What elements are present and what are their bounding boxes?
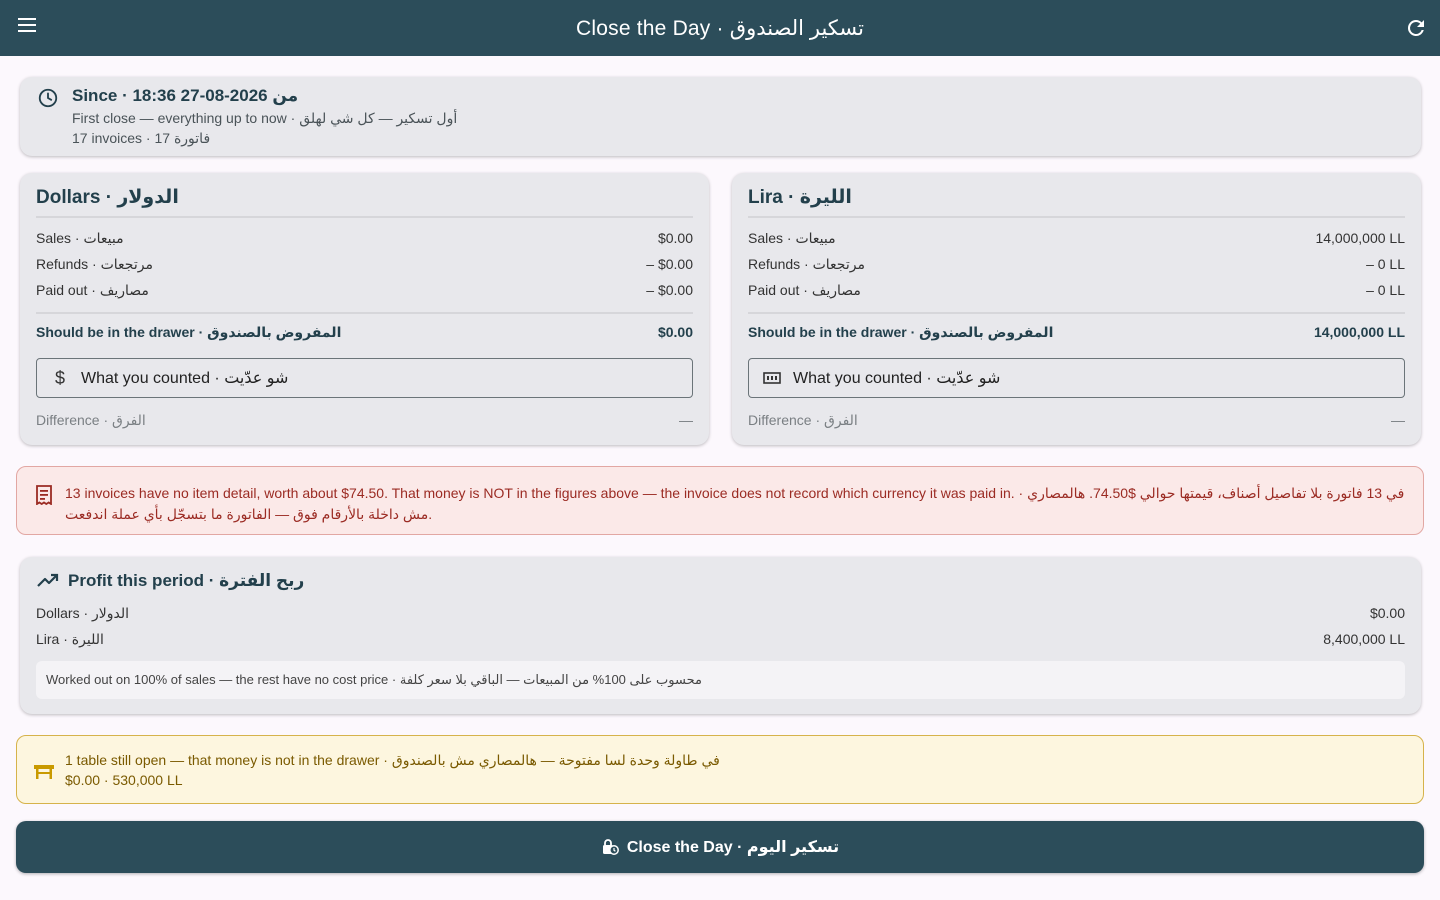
lira-drawer-row (748, 324, 1405, 341)
paidout-value: – 0 LL (1366, 282, 1405, 298)
dollars-counted-input[interactable] (36, 358, 693, 398)
sales-value: 14,000,000 LL (1315, 230, 1405, 246)
difference-value: — (1391, 412, 1405, 428)
paidout-label: Paid out · مصاريف (36, 282, 149, 298)
refunds-label: Refunds · مرتجعات (748, 256, 865, 272)
profit-title: Profit this period · ربح الفترة (68, 571, 305, 590)
invoice-count: 17 invoices · 17 فاتورة (72, 130, 211, 146)
close-day-button[interactable] (16, 821, 1424, 873)
paidout-value: – $0.00 (646, 282, 693, 298)
dollars-drawer-row (36, 324, 693, 341)
lira-paidout-row (748, 282, 1405, 302)
dollars-difference-row (36, 412, 693, 429)
refunds-label: Refunds · مرتجعات (36, 256, 153, 272)
profit-card (20, 557, 1421, 714)
lira-refunds-row (748, 256, 1405, 276)
period-description: First close — everything up to now · أول تسكير — كل شي لهلق (72, 110, 458, 126)
drawer-label: Should be in the drawer · المفروض بالصندوق (748, 324, 1054, 340)
lira-sales-row (748, 230, 1405, 250)
divider (36, 312, 693, 314)
sales-value: $0.00 (657, 230, 693, 246)
lira-difference-row (748, 412, 1405, 429)
clock-icon (37, 87, 59, 109)
profit-dollars-value: $0.00 (1369, 605, 1405, 621)
profit-lira-label: Lira · الليرة (36, 631, 104, 647)
menu-button[interactable] (18, 18, 38, 38)
paidout-label: Paid out · مصاريف (748, 282, 861, 298)
dollars-paidout-row (36, 282, 693, 302)
profit-dollars-label: Dollars · الدولار (36, 605, 130, 621)
drawer-value: $0.00 (657, 324, 693, 340)
warning-text: 13 invoices have no item detail, worth about $74.50. That money is NOT in the figures above — the invoice does not record which currency it was paid in. · في 13 فاتورة بلا تفاصيل أصناف، قيمتها حوالي $74.50. هالمصاري مش داخلة بالأرقام فوق — الفاتورة ما بتسجّل بأي عملة اندفعت. (65, 485, 1405, 522)
sales-label: Sales · مبيعات (748, 230, 836, 246)
period-card (20, 77, 1421, 156)
page-title: Close the Day · تسكير الصندوق (576, 16, 864, 40)
open-tables-amount: $0.00 · 530,000 LL (65, 772, 183, 788)
counted-placeholder: What you counted · شو عدّيت (81, 370, 289, 387)
lira-card (732, 173, 1421, 445)
lira-counted-input[interactable] (748, 358, 1405, 398)
drawer-label: Should be in the drawer · المفروض بالصندوق (36, 324, 342, 340)
dollars-sales-row (36, 230, 693, 250)
lira-title: Lira · الليرة (748, 187, 852, 208)
cash-icon (761, 367, 783, 389)
difference-label: Difference · الفرق (748, 412, 858, 428)
difference-value: — (679, 412, 693, 428)
divider (748, 216, 1405, 218)
divider (36, 216, 693, 218)
close-day-label: Close the Day · تسكير اليوم (626, 839, 840, 856)
menu-icon-bar (18, 30, 36, 32)
menu-icon-bar (18, 24, 36, 26)
dollars-refunds-row (36, 256, 693, 276)
counted-placeholder: What you counted · شو عدّيت (793, 370, 1001, 387)
period-since: Since · 18:36 27-08-2026 من (72, 86, 299, 105)
divider (748, 312, 1405, 314)
dollars-title: Dollars · الدولار (36, 187, 179, 208)
dollar-icon: $ (54, 367, 65, 388)
refunds-value: – $0.00 (646, 256, 693, 272)
trending-up-icon (37, 571, 59, 589)
table-icon (33, 762, 55, 780)
drawer-value: 14,000,000 LL (1313, 324, 1405, 340)
open-tables-warning (16, 735, 1424, 804)
profit-lira-value: 8,400,000 LL (1323, 631, 1405, 647)
unitemized-invoices-warning (16, 466, 1424, 535)
profit-lira-row (36, 631, 1405, 648)
menu-icon-bar (18, 18, 36, 20)
profit-dollars-row (36, 605, 1405, 622)
profit-note: Worked out on 100% of sales — the rest have no cost price · محسوب على 100% من المبيعات — الباقي بلا سعر كلفة (36, 661, 1405, 699)
refresh-icon (1404, 16, 1428, 40)
open-tables-text: 1 table still open — that money is not in the drawer · في طاولة وحدة لسا مفتوحة — هالمصاري مش بالصندوق (65, 752, 720, 768)
app-bar (0, 0, 1440, 56)
lock-clock-icon (601, 838, 619, 856)
difference-label: Difference · الفرق (36, 412, 146, 428)
refresh-button[interactable] (1404, 16, 1428, 40)
receipt-icon (35, 485, 53, 505)
dollars-card (20, 173, 709, 445)
refunds-value: – 0 LL (1366, 256, 1405, 272)
sales-label: Sales · مبيعات (36, 230, 124, 246)
